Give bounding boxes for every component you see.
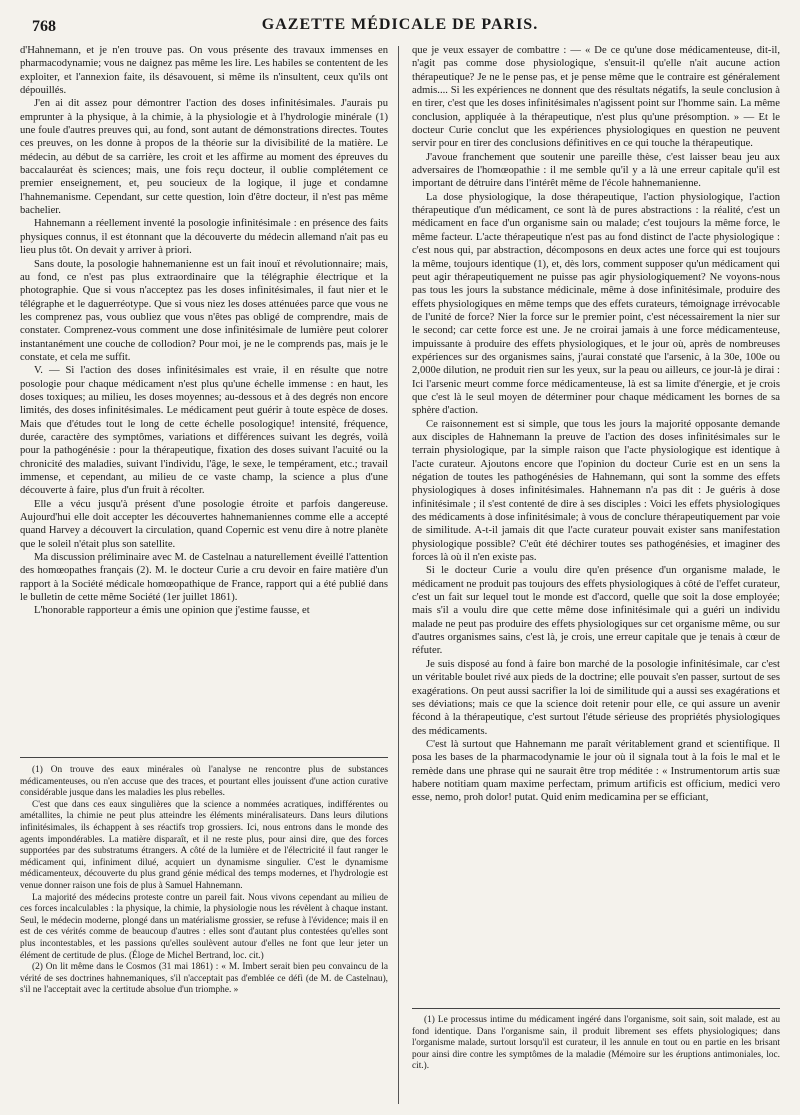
page-header xyxy=(20,8,780,38)
footnote: La majorité des médecins proteste contre un pareil fait. Nous vivons cependant au milieu de ces forces incalculables : la physique, la chimie, la physiologie nous les révèlent à chaque instant. Seul, le médecin moderne, plongé dans un matérialisme grossier, se refuse à l'évidence; mais il en est de ces vérités comme de beaucoup d'autres : elles sont d'autant plus contestées qu'elles sont plus incontestables, et les passions qu'elles soulèvent autour d'elles ne font que leur jeter un élément de certitude de plus. (Éloge de Michel Bertrand, loc. cit.) xyxy=(20,892,388,961)
paragraph: d'Hahnemann, et je n'en trouve pas. On vous présente des travaux immenses en pharmacodynamie; vous ne daignez pas même les lire. Les habiles se contentent de les exploiter, et l'annexion faite, ils désavouent, si même ils n'insultent, ceux qu'ils ont dépouillés. xyxy=(20,45,388,97)
paragraph: C'est là surtout que Hahnemann me paraît véritablement grand et scientifique. Il posa les bases de la pharmacodynamie le jour où il signala tout à la fois le mal et le remède dans une phrase qui ne saurait être trop méditée : « Instrumentorum artis suæ habere notitiam quam maxime perfectam, primum artificis est officium, medici vero esse, nemo, proh dolor! putat. Quid enim medicamina per se efficiant, xyxy=(412,738,780,804)
footnote: C'est que dans ces eaux singulières que la science a nommées acratiques, indifférentes ou amétallites, la chimie ne peut plus atteindre les éléments minéralisateurs. Dans leurs dilutions infinitésimales, ils échappent à ses réactifs trop grossiers. Ici, nous entrons dans le monde des agents impondérables. La matière disparaît, et il ne reste plus, pour ainsi dire, que des forces supportées par des substratums étrangers. A côté de la lumière et de l'électricité il faut ranger le médicament qui, infiniment dilué, acquiert un dynamisme singulier. C'est le dynamisme médicamenteux, découverte du plus grand génie médical des temps modernes, et l'hydrologie est venue donner raison une fois de plus à Samuel Hahnemann. xyxy=(20,799,388,891)
footnote-rule xyxy=(412,1008,780,1009)
paragraph: La dose physiologique, la dose thérapeutique, l'action physiologique, l'action thérapeutique d'un médicament, ce sont là de pures abstractions : la réalité, c'est un médicament en face d'un organisme sain ou malade; c'est toujours la même force, le même facteur. L'acte thérapeutique n'est pas au fond distinct de l'acte physiologique : c'est nous qui, par abstraction, décomposons en deux actes une force qui est toujours la même, toujours identique (1), et, dès lors, comment supposer qu'un médicament qui peut agir thérapeutiquement ne puisse pas agir physiologiquement? Ne voyons-nous pas tous les jours la substance médicinale, même à dose infinitésimale, produire des effets physiologiques en même temps que des effets curateurs, témoignage irrévocable de l'unité de force? Nier la force sur le premier point, c'est nécessairement la nier sur le second; car cette force est une. Je ne croirai jamais à une force médicamenteuse, impuissante à produire des effets physiologiques, et le jour où, après de nombreuses expériences sur des organismes sains, j'aurai constaté que l'arsenic, à la 30e, 100e ou 2,000e dilution, ne produit rien sur les yeux, sur la peau ou ailleurs, ce jour-là je dirai : Ici l'arsenic meurt comme force médicamenteuse, là est sa limite d'énergie, et je crois que c'est là le seul moyen de déterminer pour chaque médicament les bornes de sa sphère d'action. xyxy=(412,191,780,417)
footnote: (1) Le processus intime du médicament ingéré dans l'organisme, soit sain, soit malade, est au fond identique. Dans l'organisme sain, il produit librement ses effets physiologiques; dans l'organisme malade, surtout lorsqu'il est curateur, il les annule en tout ou en partie en les brisant pour ainsi dire contre les symptômes de la maladie (Mémoire sur les éruptions antimoniales, loc. cit.). xyxy=(412,1015,780,1072)
paragraph: J'en ai dit assez pour démontrer l'action des doses infinitésimales. J'aurais pu emprunter à la physique, à la chimie, à la physiologie et à l'hydrologie minérale (1) une foule d'autres preuves qui, au fond, sont autant de démonstrations directes. Toutes ces preuves, on les donne à propos de la théorie sur la divisibilité de la matière. Le médecin, au début de sa carrière, les croit et les affirme au moment des épreuves du baccalauréat ès sciences; mais, une fois reçu docteur, il oublie complétement ce premier enseignement, et, peu soucieux de la logique, il juge et condamne l'hahnemanisme. Cependant, sur cette question, loin d'être docteur, il n'est pas même bachelier. xyxy=(20,98,388,217)
paragraph: que je veux essayer de combattre : — « De ce qu'une dose médicamenteuse, dit-il, n'agit pas comme dose physiologique, s'ensuit-il qu'elle n'ait aucune action thérapeutique? Je ne le pense pas, et je pense même que le contraire est généralement admis.... Si les expériences ne donnent que des résultats négatifs, la seule conclusion à en tirer, c'est que les doses infinitésimales n'agissent point sur l'homme sain. La même conclusion, appliquée à la thérapeutique, n'est plus qu'une présomption. » — Et le docteur Curie conclut que les expériences physiologiques en question ne peuvent servir pour en tirer des conclusions définitives en ce qui touche la thérapeutique. xyxy=(412,45,780,150)
paragraph: Ce raisonnement est si simple, que tous les jours la majorité opposante demande aux disciples de Hahnemann la preuve de l'action des doses infinitésimales sur le terrain physiologique, par la simple raison que l'acte physiologique est identique à l'acte curateur. Ajoutons encore que l'opinion du docteur Curie est en un sens la négation de toutes les pathogénésies de Hahnemann, qui sont la somme des effets physiologiques à doses infinitésimales. Hahnemann n'a pas dit : Je guéris à dose infinitésimale ; il s'est contenté de dire à ses disciples : Voici les effets physiologiques des médicaments à dose infinitésimale; à vous de conclure thérapeutiquement par voie de similitude. A-t-il jamais dit que l'acte curateur pouvait exister sans manifestation physiologique possible? C'eût été déchirer toutes ses pathogénésies, et imaginer des forces là où il n'en existe pas. xyxy=(412,418,780,564)
paragraph: L'honorable rapporteur a émis une opinion que j'estime fausse, et xyxy=(34,605,310,617)
paragraph: Sans doute, la posologie hahnemanienne est un fait inouï et révolutionnaire; mais, au fond, ce n'est pas plus extraordinaire que la télégraphie électrique et la photographie. Que si vous n'acceptez pas les doses infinitésimales, il faut nier et le télégraphe et le daguerréotype. Que si vous niez les doses atténuées parce que vous ne les comprenez pas, vous oubliez que vous n'êtes pas obligé de comprendre, mais de constater. Comprenez-vous comment une dose infinitésimale de lumière peut colorer instantanément une couche de collodion? Pour moi, je ne le comprends pas, mais je le constate, et cela me suffit. xyxy=(20,258,388,363)
paragraph: Hahnemann a réellement inventé la posologie infinitésimale : en présence des faits physiques connus, il est étonnant que la découverte du médecin allemand n'ait pas eu lieu plus tôt. On devait y arriver à priori. xyxy=(20,218,388,257)
paragraph: Ma discussion préliminaire avec M. de Castelnau a naturellement éveillé l'attention des homœopathes français (2). M. le docteur Curie a cru devoir en faire matière d'un rapport à la Société médicale homœopathique de France, rapport qui a été publié dans le bulletin de cette même Société (1er juillet 1861). xyxy=(20,552,388,604)
paragraph: Elle a vécu jusqu'à présent d'une posologie étroite et parfois dangereuse. Aujourd'hui elle doit accepter les découvertes hahnemaniennes comme elle a accepté quand Harvey a découvert la circulation, quand Copernic est venu dire à notre planète que le soleil n'était plus son satellite. xyxy=(20,498,388,550)
paragraph: Si le docteur Curie a voulu dire qu'en présence d'un organisme malade, le médicament ne produit pas toujours des effets physiologiques à côté de l'effet curateur, c'est un fait sur lequel tout le monde est d'accord, quelle que soit la dose employée; mais s'il a voulu dire que cette même dose infinitésimale qui a guéri un individu malade ne peut pas produire des effets physiologiques sur cet organisme même, ou sur d'autres organismes sains, c'est là, je crois, une erreur capitale que je tenais à cœur de réfuter. xyxy=(412,565,780,657)
page-number: 768 xyxy=(32,18,56,35)
paragraph: J'avoue franchement que soutenir une pareille thèse, c'est laisser beau jeu aux adversaires de l'homœopathie : il me semble qu'il y a là une erreur capitale qu'il est important de détruire dans l'intérêt même de l'école hahnemanienne. xyxy=(412,151,780,190)
right-column xyxy=(412,44,780,805)
left-column xyxy=(20,44,388,618)
paragraph: Je suis disposé au fond à faire bon marché de la posologie infinitésimale, car c'est un véritable boulet rivé aux pieds de la doctrine; elle pouvait s'en passer, surtout de ses exagérations. On peut aussi sacrifier la loi de similitude qui a aussi ses exagérations et ses déviations; mais ce que la science doit retenir pour elle, ce qui assure un avenir fécond à la thérapeutique, c'est surtout l'étude sérieuse des propriétés physiologiques des médicaments. xyxy=(412,658,780,737)
column-divider xyxy=(398,46,399,1104)
footnote: (2) On lit même dans le Cosmos (31 mai 1861) : « M. Imbert serait bien peu convaincu de la vérité de ses doctrines hahnemaniques, s'il n'acceptait pas d'emblée ce défi (de M. de Castelnau), s'il ne l'acceptait avec la certitude absolue d'un triomphe. » xyxy=(20,962,388,996)
left-footnotes xyxy=(20,765,388,997)
paragraph: V. — Si l'action des doses infinitésimales est vraie, il en résulte que notre posologie pour chaque médicament n'est plus qu'une échelle immense : en haut, les doses toxiques; au milieu, les doses moyennes; au-dessous et à des degrés non encore limités, des doses infinitésimales. Le médicament peut guérir à toute espèce de doses. Mais que d'études tout le long de cette échelle posologique! intensité, fréquence, durée, caractère des symptômes, variations et différences suivant les degrés, voilà pour la pathogénésie : pour la thérapeutique, fixation des doses suivant l'acuité ou la chronicité des maladies, suivant l'individu, l'âge, le sexe, le tempérament, etc.; travail immense, et cependant, au milieu de ce vaste champ, la science a plus d'une découverte à faire, plus d'un fruit à récolter. xyxy=(20,365,388,497)
footnote-rule xyxy=(20,757,388,758)
running-title: GAZETTE MÉDICALE DE PARIS. xyxy=(261,16,539,33)
footnote: (1) On trouve des eaux minérales où l'analyse ne rencontre plus de substances médicamenteuses, ou n'en accuse que des traces, et pourtant elles jouissent d'une action curative considérable jusque dans les maladies les plus rebelles. xyxy=(20,765,388,799)
right-footnotes xyxy=(412,1015,780,1073)
